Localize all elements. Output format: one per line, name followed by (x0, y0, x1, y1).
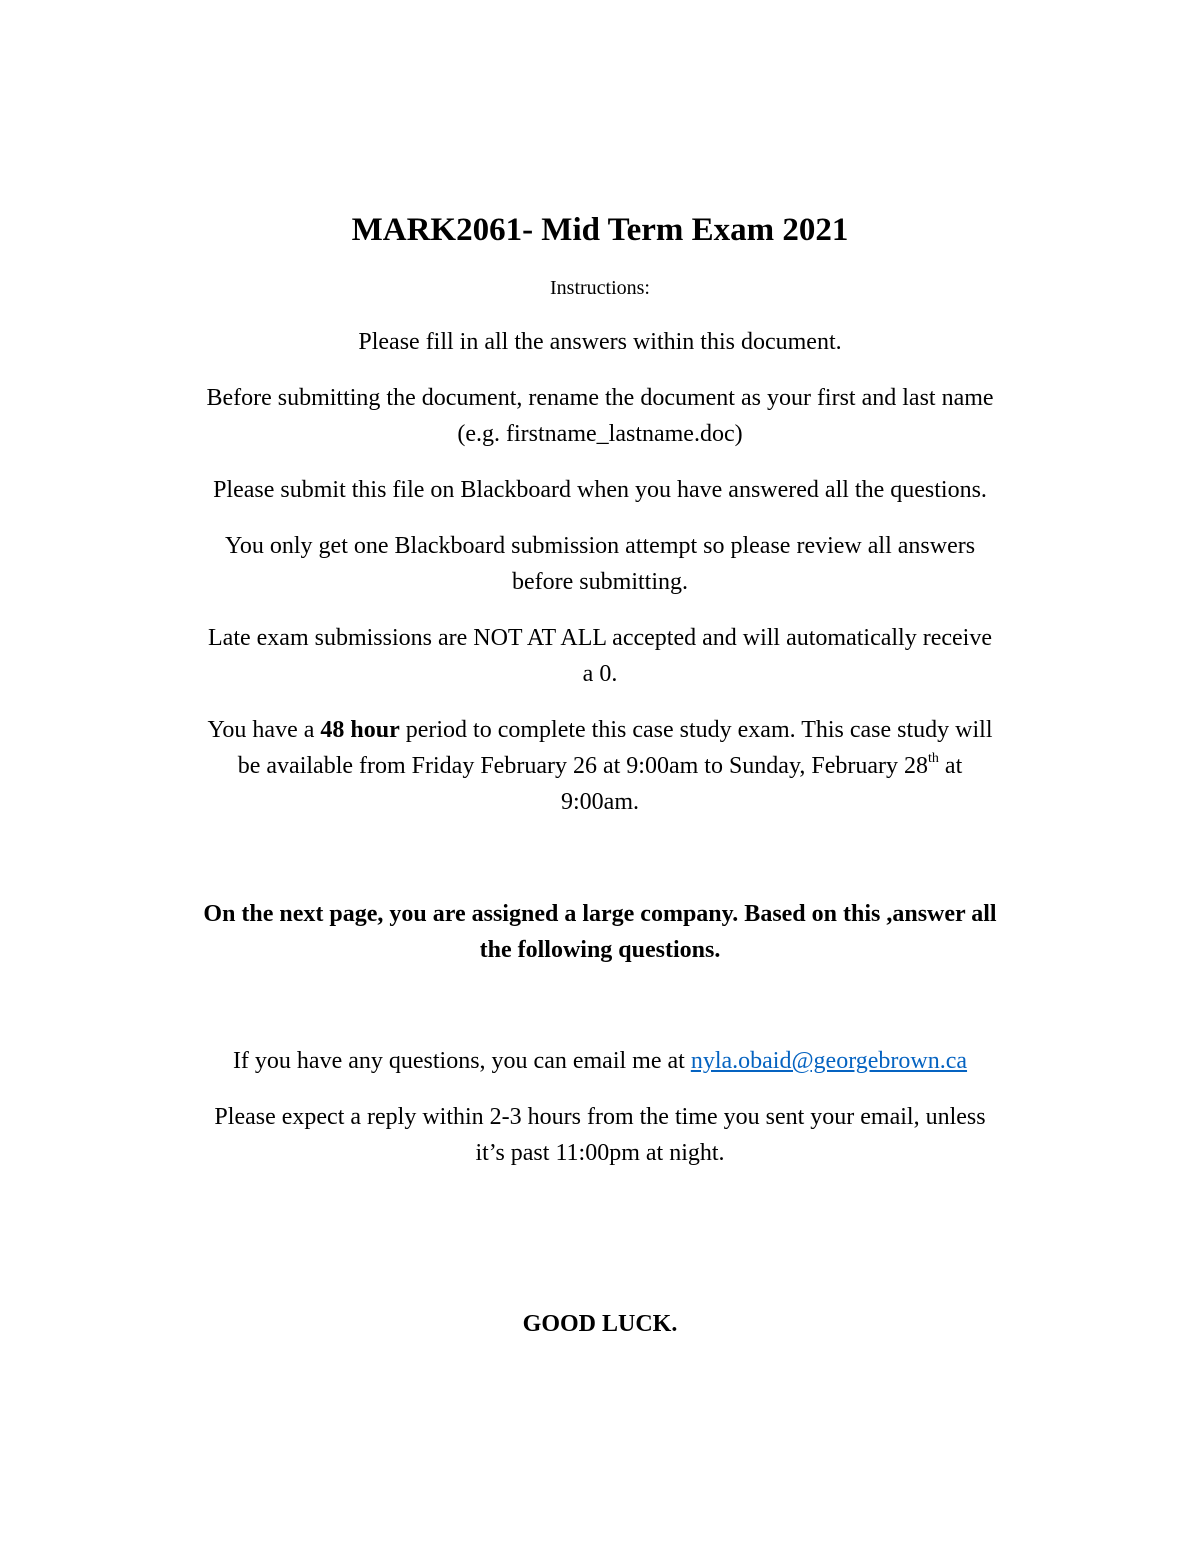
next-page-note-line2: the following questions. (479, 937, 721, 963)
document-title: MARK2061- Mid Term Exam 2021 (351, 212, 849, 248)
instruction-one-attempt-line1: You only get one Blackboard submission attempt so please review all answers (224, 533, 976, 559)
period-line1-pre: You have a (207, 717, 321, 743)
period-line2-pre: be available from Friday February 26 at 9:00am to Sunday, February 28 (237, 753, 929, 779)
instruction-rename-line2: (e.g. firstname_lastname.doc) (457, 421, 743, 447)
instruction-rename-line1: Before submitting the document, rename the document as your first and last name (206, 385, 994, 411)
closing-good-luck: GOOD LUCK. (522, 1311, 678, 1337)
instruction-submit-blackboard: Please submit this file on Blackboard when you have answered all the questions. (213, 477, 987, 503)
contact-line (0, 1046, 1200, 1076)
period-superscript: th (928, 751, 939, 766)
instruction-one-attempt-line2: before submitting. (512, 569, 688, 595)
period-duration: 48 hour (320, 717, 400, 743)
instruction-period-line2 (0, 751, 1200, 781)
instruction-fill-answers: Please fill in all the answers within this document. (358, 329, 842, 355)
next-page-note-line1: On the next page, you are assigned a large company. Based on this ,answer all (203, 901, 997, 927)
contact-text: If you have any questions, you can email me at (232, 1048, 691, 1074)
instruction-late-line2: a 0. (582, 661, 618, 687)
reply-note-line2: it’s past 11:00pm at night. (475, 1140, 725, 1166)
period-line2-post: at (938, 753, 963, 779)
period-line1-post: period to complete this case study exam. This case study will (399, 717, 993, 743)
instruction-period-line3: 9:00am. (561, 789, 639, 815)
instructions-heading: Instructions: (550, 277, 650, 299)
reply-note-line1: Please expect a reply within 2-3 hours from the time you sent your email, unless (214, 1104, 986, 1130)
instruction-late-line1: Late exam submissions are NOT AT ALL accepted and will automatically receive (208, 625, 992, 651)
email-link[interactable]: nyla.obaid@georgebrown.ca (690, 1048, 968, 1074)
instruction-period-line1 (0, 715, 1200, 745)
